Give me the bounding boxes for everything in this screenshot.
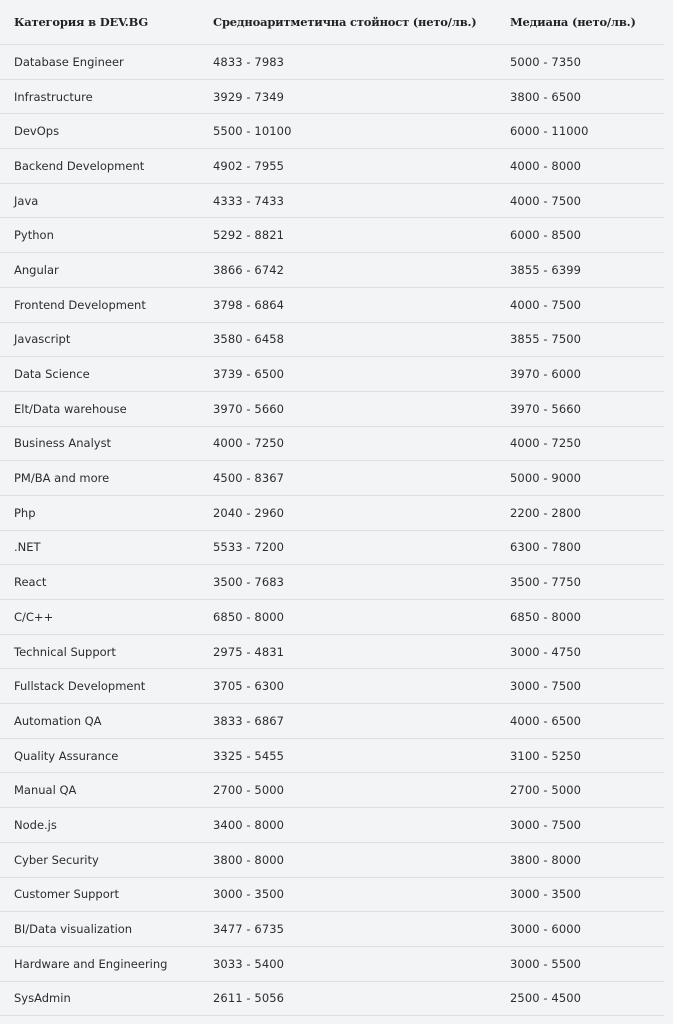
table-row — [0, 634, 664, 669]
average-cell: 3800 - 8000 — [199, 842, 496, 877]
category-cell: Cyber Security — [0, 842, 199, 877]
category-cell: Fullstack Development — [0, 669, 199, 704]
category-cell: Data Science — [0, 357, 199, 392]
average-cell: 3580 - 6458 — [199, 322, 496, 357]
average-cell: 3970 - 5660 — [199, 391, 496, 426]
category-cell: .NET — [0, 530, 199, 565]
category-cell: Hardware and Engineering — [0, 946, 199, 981]
average-cell: 3798 - 6864 — [199, 287, 496, 322]
table-row — [0, 495, 664, 530]
average-cell: 2700 - 5000 — [199, 773, 496, 808]
average-cell: 4000 - 7250 — [199, 426, 496, 461]
median-cell: 3000 - 3500 — [496, 877, 664, 912]
table-row — [0, 530, 664, 565]
category-cell: Python — [0, 218, 199, 253]
category-cell: Javascript — [0, 322, 199, 357]
average-cell: 5500 - 10100 — [199, 114, 496, 149]
table-row — [0, 357, 664, 392]
median-cell: 3000 - 6000 — [496, 912, 664, 947]
table-row — [0, 565, 664, 600]
median-cell: 3000 - 4750 — [496, 634, 664, 669]
average-cell: 6850 - 8000 — [199, 600, 496, 635]
table-row — [0, 322, 664, 357]
table-row — [0, 877, 664, 912]
average-cell: 2975 - 4831 — [199, 634, 496, 669]
median-cell: 2500 - 4500 — [496, 981, 664, 1016]
median-cell: 4000 - 7250 — [496, 426, 664, 461]
average-cell: 3739 - 6500 — [199, 357, 496, 392]
category-cell: Manual QA — [0, 773, 199, 808]
median-cell: 3100 - 5250 — [496, 738, 664, 773]
category-cell: SysAdmin — [0, 981, 199, 1016]
category-cell: C/C++ — [0, 600, 199, 635]
table-row — [0, 426, 664, 461]
average-cell: 3000 - 3500 — [199, 877, 496, 912]
median-cell: 6000 - 11000 — [496, 114, 664, 149]
table-row — [0, 114, 664, 149]
table-row — [0, 704, 664, 739]
median-cell: 2200 - 2800 — [496, 495, 664, 530]
average-cell: 3400 - 8000 — [199, 808, 496, 843]
median-cell: 5000 - 9000 — [496, 461, 664, 496]
table-row — [0, 669, 664, 704]
category-cell: PM/BA and more — [0, 461, 199, 496]
table-row — [0, 981, 664, 1016]
table-row — [0, 946, 664, 981]
table-row — [0, 842, 664, 877]
median-cell: 3800 - 6500 — [496, 79, 664, 114]
category-cell: Business Analyst — [0, 426, 199, 461]
table-header — [0, 0, 664, 45]
table-row — [0, 253, 664, 288]
table-row — [0, 79, 664, 114]
header-median: Медиана (нето/лв.) — [496, 0, 664, 45]
average-cell: 3705 - 6300 — [199, 669, 496, 704]
category-cell: Java — [0, 183, 199, 218]
table-row — [0, 808, 664, 843]
category-cell: Node.js — [0, 808, 199, 843]
table-row — [0, 600, 664, 635]
header-category: Категория в DEV.BG — [0, 0, 199, 45]
category-cell: Technical Support — [0, 634, 199, 669]
average-cell: 3833 - 6867 — [199, 704, 496, 739]
average-cell: 2040 - 2960 — [199, 495, 496, 530]
median-cell: 6850 - 8000 — [496, 600, 664, 635]
category-cell: Infrastructure — [0, 79, 199, 114]
category-cell: Automation QA — [0, 704, 199, 739]
table-row — [0, 773, 664, 808]
average-cell: 3929 - 7349 — [199, 79, 496, 114]
median-cell: 4000 - 6500 — [496, 704, 664, 739]
average-cell: 4833 - 7983 — [199, 45, 496, 80]
median-cell: 3855 - 7500 — [496, 322, 664, 357]
table-row — [0, 183, 664, 218]
category-cell: React — [0, 565, 199, 600]
median-cell: 2700 - 5000 — [496, 773, 664, 808]
category-cell: Elt/Data warehouse — [0, 391, 199, 426]
table-row — [0, 287, 664, 322]
header-average: Средноаритметична стойност (нето/лв.) — [199, 0, 496, 45]
header-row — [0, 0, 664, 45]
median-cell: 6000 - 8500 — [496, 218, 664, 253]
table-row — [0, 912, 664, 947]
table-row — [0, 738, 664, 773]
table-row — [0, 461, 664, 496]
median-cell: 3000 - 7500 — [496, 808, 664, 843]
category-cell: Frontend Development — [0, 287, 199, 322]
median-cell: 3970 - 6000 — [496, 357, 664, 392]
median-cell: 3500 - 7750 — [496, 565, 664, 600]
median-cell: 3000 - 5500 — [496, 946, 664, 981]
average-cell: 5292 - 8821 — [199, 218, 496, 253]
median-cell: 6300 - 7800 — [496, 530, 664, 565]
category-cell: BI/Data visualization — [0, 912, 199, 947]
category-cell: Customer Support — [0, 877, 199, 912]
category-cell: Database Engineer — [0, 45, 199, 80]
median-cell: 4000 - 8000 — [496, 149, 664, 184]
table-body — [0, 45, 664, 1016]
average-cell: 4902 - 7955 — [199, 149, 496, 184]
category-cell: Backend Development — [0, 149, 199, 184]
table-row — [0, 149, 664, 184]
table-row — [0, 45, 664, 80]
category-cell: Php — [0, 495, 199, 530]
median-cell: 3800 - 8000 — [496, 842, 664, 877]
average-cell: 2611 - 5056 — [199, 981, 496, 1016]
category-cell: DevOps — [0, 114, 199, 149]
average-cell: 4500 - 8367 — [199, 461, 496, 496]
median-cell: 4000 - 7500 — [496, 183, 664, 218]
average-cell: 3325 - 5455 — [199, 738, 496, 773]
median-cell: 4000 - 7500 — [496, 287, 664, 322]
average-cell: 3500 - 7683 — [199, 565, 496, 600]
median-cell: 3970 - 5660 — [496, 391, 664, 426]
average-cell: 3866 - 6742 — [199, 253, 496, 288]
average-cell: 5533 - 7200 — [199, 530, 496, 565]
table-row — [0, 218, 664, 253]
median-cell: 3000 - 7500 — [496, 669, 664, 704]
average-cell: 3477 - 6735 — [199, 912, 496, 947]
average-cell: 3033 - 5400 — [199, 946, 496, 981]
median-cell: 5000 - 7350 — [496, 45, 664, 80]
category-cell: Quality Assurance — [0, 738, 199, 773]
table-row — [0, 391, 664, 426]
average-cell: 4333 - 7433 — [199, 183, 496, 218]
category-cell: Angular — [0, 253, 199, 288]
median-cell: 3855 - 6399 — [496, 253, 664, 288]
